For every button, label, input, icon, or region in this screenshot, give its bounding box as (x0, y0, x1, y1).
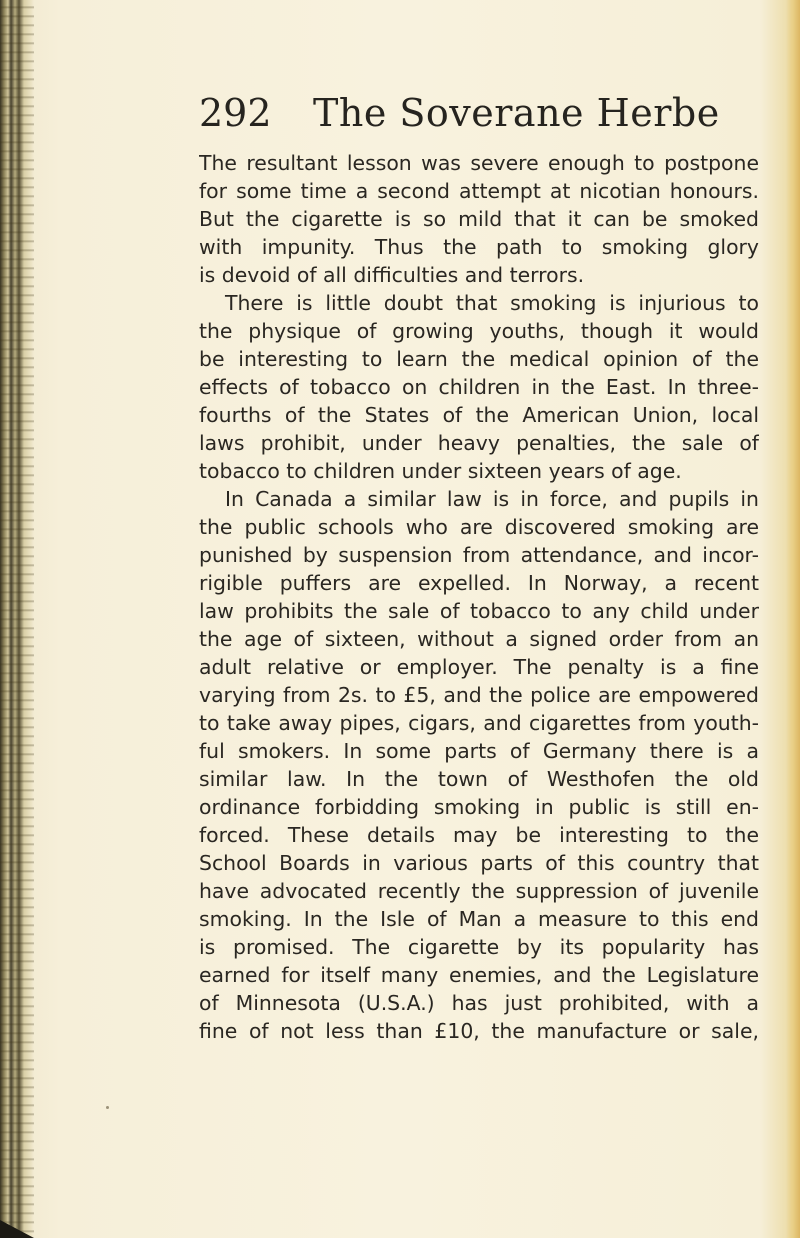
text-line: the physique of growing youths, though it would (199, 319, 759, 343)
text-line: for some time a second attempt at nicotian honours. (199, 179, 759, 203)
text-line: In Canada a similar law is in force, and pupils in (225, 487, 759, 511)
text-line: of Minnesota (U.S.A.) has just prohibited, with a (199, 991, 759, 1015)
text-line: ful smokers. In some parts of Germany there is a (199, 739, 759, 763)
text-line: But the cigarette is so mild that it can be smoked (199, 207, 759, 231)
text-line: have advocated recently the suppression of juvenile (199, 879, 759, 903)
text-line: smoking. In the Isle of Man a measure to this end (199, 907, 759, 931)
text-line: the public schools who are discovered smoking are (199, 515, 759, 539)
paper-speck (106, 1106, 109, 1109)
page-header (199, 89, 759, 141)
text-line: be interesting to learn the medical opinion of the (199, 347, 759, 371)
text-line: the age of sixteen, without a signed order from an (199, 627, 759, 651)
text-line: tobacco to children under sixteen years of age. (199, 459, 682, 483)
text-line: fourths of the States of the American Union, local (199, 403, 759, 427)
text-line: forced. These details may be interesting to the (199, 823, 759, 847)
text-line: law prohibits the sale of tobacco to any child under (199, 599, 759, 623)
text-line: ordinance forbidding smoking in public is still en- (199, 795, 759, 819)
text-line: with impunity. Thus the path to smoking glory (199, 235, 759, 259)
text-line: varying from 2s. to £5, and the police are empowered (199, 683, 759, 707)
text-line: is promised. The cigarette by its popularity has (199, 935, 759, 959)
text-line: effects of tobacco on children in the East. In three- (199, 375, 759, 399)
text-line: adult relative or employer. The penalty is a fine (199, 655, 759, 679)
text-line: earned for itself many enemies, and the Legislature (199, 963, 759, 987)
text-line: is devoid of all difficulties and terrors. (199, 263, 585, 287)
page-number: 292 (199, 91, 272, 135)
text-line: rigible puffers are expelled. In Norway, a recent (199, 571, 759, 595)
book-binding-edge (0, 0, 34, 1238)
text-line: similar law. In the town of Westhofen the old (199, 767, 759, 791)
text-line: There is little doubt that smoking is injurious to (225, 291, 759, 315)
body-text (199, 149, 759, 1045)
text-line: The resultant lesson was severe enough to postpone (199, 151, 759, 175)
text-line: laws prohibit, under heavy penalties, the sale of (199, 431, 759, 455)
text-line: fine of not less than £10, the manufacture or sale, (199, 1019, 759, 1043)
text-line: punished by suspension from attendance, and incor- (199, 543, 759, 567)
text-line: School Boards in various parts of this country that (199, 851, 759, 875)
running-title: The Soverane Herbe (313, 91, 720, 135)
binding-corner (0, 1220, 34, 1238)
page-right-edge (786, 0, 800, 1238)
text-line: to take away pipes, cigars, and cigarettes from youth- (199, 711, 759, 735)
